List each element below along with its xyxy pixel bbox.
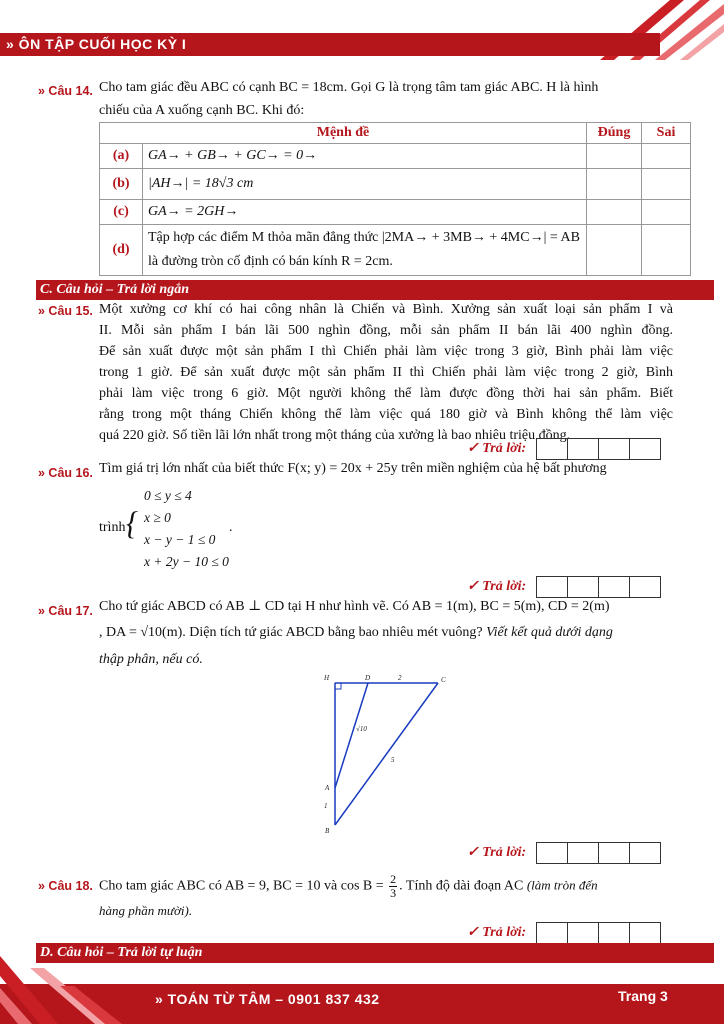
answer-label: ✓ Trả lời: bbox=[467, 845, 527, 861]
answer-box[interactable] bbox=[629, 576, 661, 598]
answer-box[interactable] bbox=[629, 438, 661, 460]
section-c-heading: C. Câu hỏi – Trả lời ngắn bbox=[36, 280, 714, 300]
q18-line1a: Cho tam giác ABC có AB = 9, BC = 10 và cos B = bbox=[99, 878, 384, 894]
q18-line1b: . Tính độ dài đoạn AC bbox=[399, 878, 524, 894]
answer-row-15 bbox=[467, 438, 661, 460]
table-header-statement: Mệnh đề bbox=[100, 123, 587, 144]
answer-box[interactable] bbox=[536, 576, 568, 598]
answer-row-18 bbox=[467, 922, 661, 944]
segment-bc bbox=[335, 683, 438, 825]
q15-text bbox=[99, 299, 673, 446]
false-cell[interactable] bbox=[642, 225, 691, 276]
true-cell[interactable] bbox=[587, 169, 642, 200]
inequality: x ≥ 0 bbox=[144, 510, 171, 525]
segment-ad bbox=[335, 683, 368, 788]
answer-row-16 bbox=[467, 576, 661, 598]
point-label-h: H bbox=[324, 674, 330, 682]
answer-box[interactable] bbox=[598, 842, 630, 864]
fraction-denominator: 3 bbox=[390, 886, 397, 900]
header-title: » ÔN TẬP CUỐI HỌC KỲ I bbox=[6, 36, 187, 52]
inequality: x − y − 1 ≤ 0 bbox=[144, 532, 216, 547]
answer-label: ✓ Trả lời: bbox=[467, 579, 527, 595]
brace: { bbox=[126, 505, 138, 542]
answer-box[interactable] bbox=[567, 438, 599, 460]
inequality-system bbox=[144, 485, 229, 573]
false-cell[interactable] bbox=[642, 144, 691, 169]
table-row bbox=[100, 225, 691, 276]
q15-line: phải làm việc trong 6 giờ. Một người không thể làm được đồng thời hai sản phẩm. Biết bbox=[99, 386, 673, 401]
q17-line2 bbox=[99, 625, 613, 641]
answer-label: ✓ Trả lời: bbox=[467, 441, 527, 457]
table-header-false: Sai bbox=[642, 123, 691, 144]
answer-box[interactable] bbox=[629, 842, 661, 864]
point-label-a: A bbox=[325, 784, 330, 792]
answer-box[interactable] bbox=[598, 922, 630, 944]
question-label-14: » Câu 14. bbox=[38, 84, 93, 98]
true-cell[interactable] bbox=[587, 225, 642, 276]
row-label: (b) bbox=[100, 169, 143, 200]
row-label: (c) bbox=[100, 200, 143, 225]
row-statement: |AH→| = 18√3 cm bbox=[143, 169, 587, 200]
answer-label: ✓ Trả lời: bbox=[467, 925, 527, 941]
point-label-d: D bbox=[365, 674, 371, 682]
q14-line2: chiếu của A xuống cạnh BC. Khi đó: bbox=[99, 103, 305, 118]
row-statement-cont: là đường tròn cố định có bán kính R = 2cm. bbox=[148, 254, 393, 269]
table-row bbox=[100, 200, 691, 225]
false-cell[interactable] bbox=[642, 169, 691, 200]
point-label-c: C bbox=[441, 676, 446, 684]
answer-box[interactable] bbox=[567, 842, 599, 864]
row-statement: GA→ + GB→ + GC→ = 0→ bbox=[143, 144, 587, 169]
answer-box[interactable] bbox=[567, 576, 599, 598]
true-cell[interactable] bbox=[587, 200, 642, 225]
answer-box[interactable] bbox=[629, 922, 661, 944]
question-label-16: » Câu 16. bbox=[38, 466, 93, 480]
answer-row-17 bbox=[467, 842, 661, 864]
question-label-15: » Câu 15. bbox=[38, 304, 93, 318]
length-label-ab: 1 bbox=[324, 802, 328, 810]
point-label-b: B bbox=[325, 827, 330, 835]
q15-line: Một xưởng cơ khí có hai công nhân là Chiến và Bình. Xưởng sản xuất loại sản phẩm I và bbox=[99, 302, 673, 317]
q18-line1 bbox=[99, 873, 598, 900]
q15-line: quá 220 giờ. Số tiền lãi lớn nhất trong một tháng của xưởng là bao nhiêu triệu đồng. bbox=[99, 428, 571, 443]
q17-line3: thập phân, nếu có. bbox=[99, 652, 203, 667]
fraction bbox=[389, 873, 397, 900]
q16-line1: Tìm giá trị lớn nhất của biết thức F(x; y) = 20x + 25y trên miền nghiệm của hệ bất phương bbox=[99, 461, 607, 476]
true-cell[interactable] bbox=[587, 144, 642, 169]
row-statement: Tập hợp các điểm M thỏa mãn đẳng thức |2MA→ + 3MB→ + 4MC→| = AB bbox=[148, 230, 580, 245]
q16-prefix: trình bbox=[99, 520, 126, 535]
inequality: 0 ≤ y ≤ 4 bbox=[144, 488, 192, 503]
length-label-bc: 5 bbox=[391, 756, 395, 764]
table-header-true: Đúng bbox=[587, 123, 642, 144]
question-label-17: » Câu 17. bbox=[38, 604, 93, 618]
inequality: x + 2y − 10 ≤ 0 bbox=[144, 554, 229, 569]
q18-line1c: (làm tròn đến bbox=[526, 877, 598, 893]
quadrilateral-figure bbox=[310, 670, 460, 840]
q18-line2: hàng phần mười). bbox=[99, 903, 193, 918]
q17-line2a: , DA = √10(m). Diện tích tứ giác ABCD bằng bao nhiêu mét vuông? bbox=[99, 625, 483, 640]
q15-line: Để sản xuất được một sản phẩm I thì Chiến phải làm việc trong 3 giờ, Bình phải làm việc bbox=[99, 344, 673, 359]
row-statement: GA→ = 2GH→ bbox=[143, 200, 587, 225]
q15-line: rằng trong một tháng Chiến không thể làm việc quá 180 giờ và Bình không thể làm việc bbox=[99, 407, 673, 422]
answer-box[interactable] bbox=[598, 576, 630, 598]
answer-box[interactable] bbox=[536, 842, 568, 864]
q16-suffix: . bbox=[229, 520, 233, 535]
q14-line1: Cho tam giác đều ABC có cạnh BC = 18cm. Gọi G là trọng tâm tam giác ABC. H là hình bbox=[99, 80, 599, 95]
answer-box[interactable] bbox=[598, 438, 630, 460]
false-cell[interactable] bbox=[642, 200, 691, 225]
right-angle-mark bbox=[335, 683, 341, 689]
q15-line: II. Mỗi sản phẩm I bán lãi 500 nghìn đồng, mỗi sản phẩm II bán lãi 400 nghìn đồng. bbox=[99, 323, 673, 338]
page-number: Trang 3 bbox=[618, 988, 668, 1004]
truth-table bbox=[99, 122, 691, 276]
fraction-numerator: 2 bbox=[390, 872, 397, 886]
q17-line2b: Viết kết quả dưới dạng bbox=[486, 625, 613, 640]
answer-box[interactable] bbox=[536, 438, 568, 460]
q15-line: trong 1 giờ. Để sản xuất được một sản phẩm II thì Chiến phải làm việc trong 2 giờ, Bình bbox=[99, 365, 673, 380]
section-d-heading: D. Câu hỏi – Trả lời tự luận bbox=[36, 943, 714, 963]
answer-box[interactable] bbox=[567, 922, 599, 944]
row-label: (a) bbox=[100, 144, 143, 169]
length-label-da: √10 bbox=[356, 725, 367, 733]
length-label-dc: 2 bbox=[398, 674, 402, 682]
answer-box[interactable] bbox=[536, 922, 568, 944]
footer-decoration bbox=[0, 956, 160, 1024]
question-label-18: » Câu 18. bbox=[38, 879, 93, 893]
q17-line1: Cho tứ giác ABCD có AB ⊥ CD tại H như hình vẽ. Có AB = 1(m), BC = 5(m), CD = 2(m) bbox=[99, 599, 610, 614]
footer-contact: » TOÁN TỪ TÂM – 0901 837 432 bbox=[155, 991, 380, 1007]
row-label: (d) bbox=[100, 225, 143, 276]
table-row bbox=[100, 144, 691, 169]
table-row bbox=[100, 169, 691, 200]
